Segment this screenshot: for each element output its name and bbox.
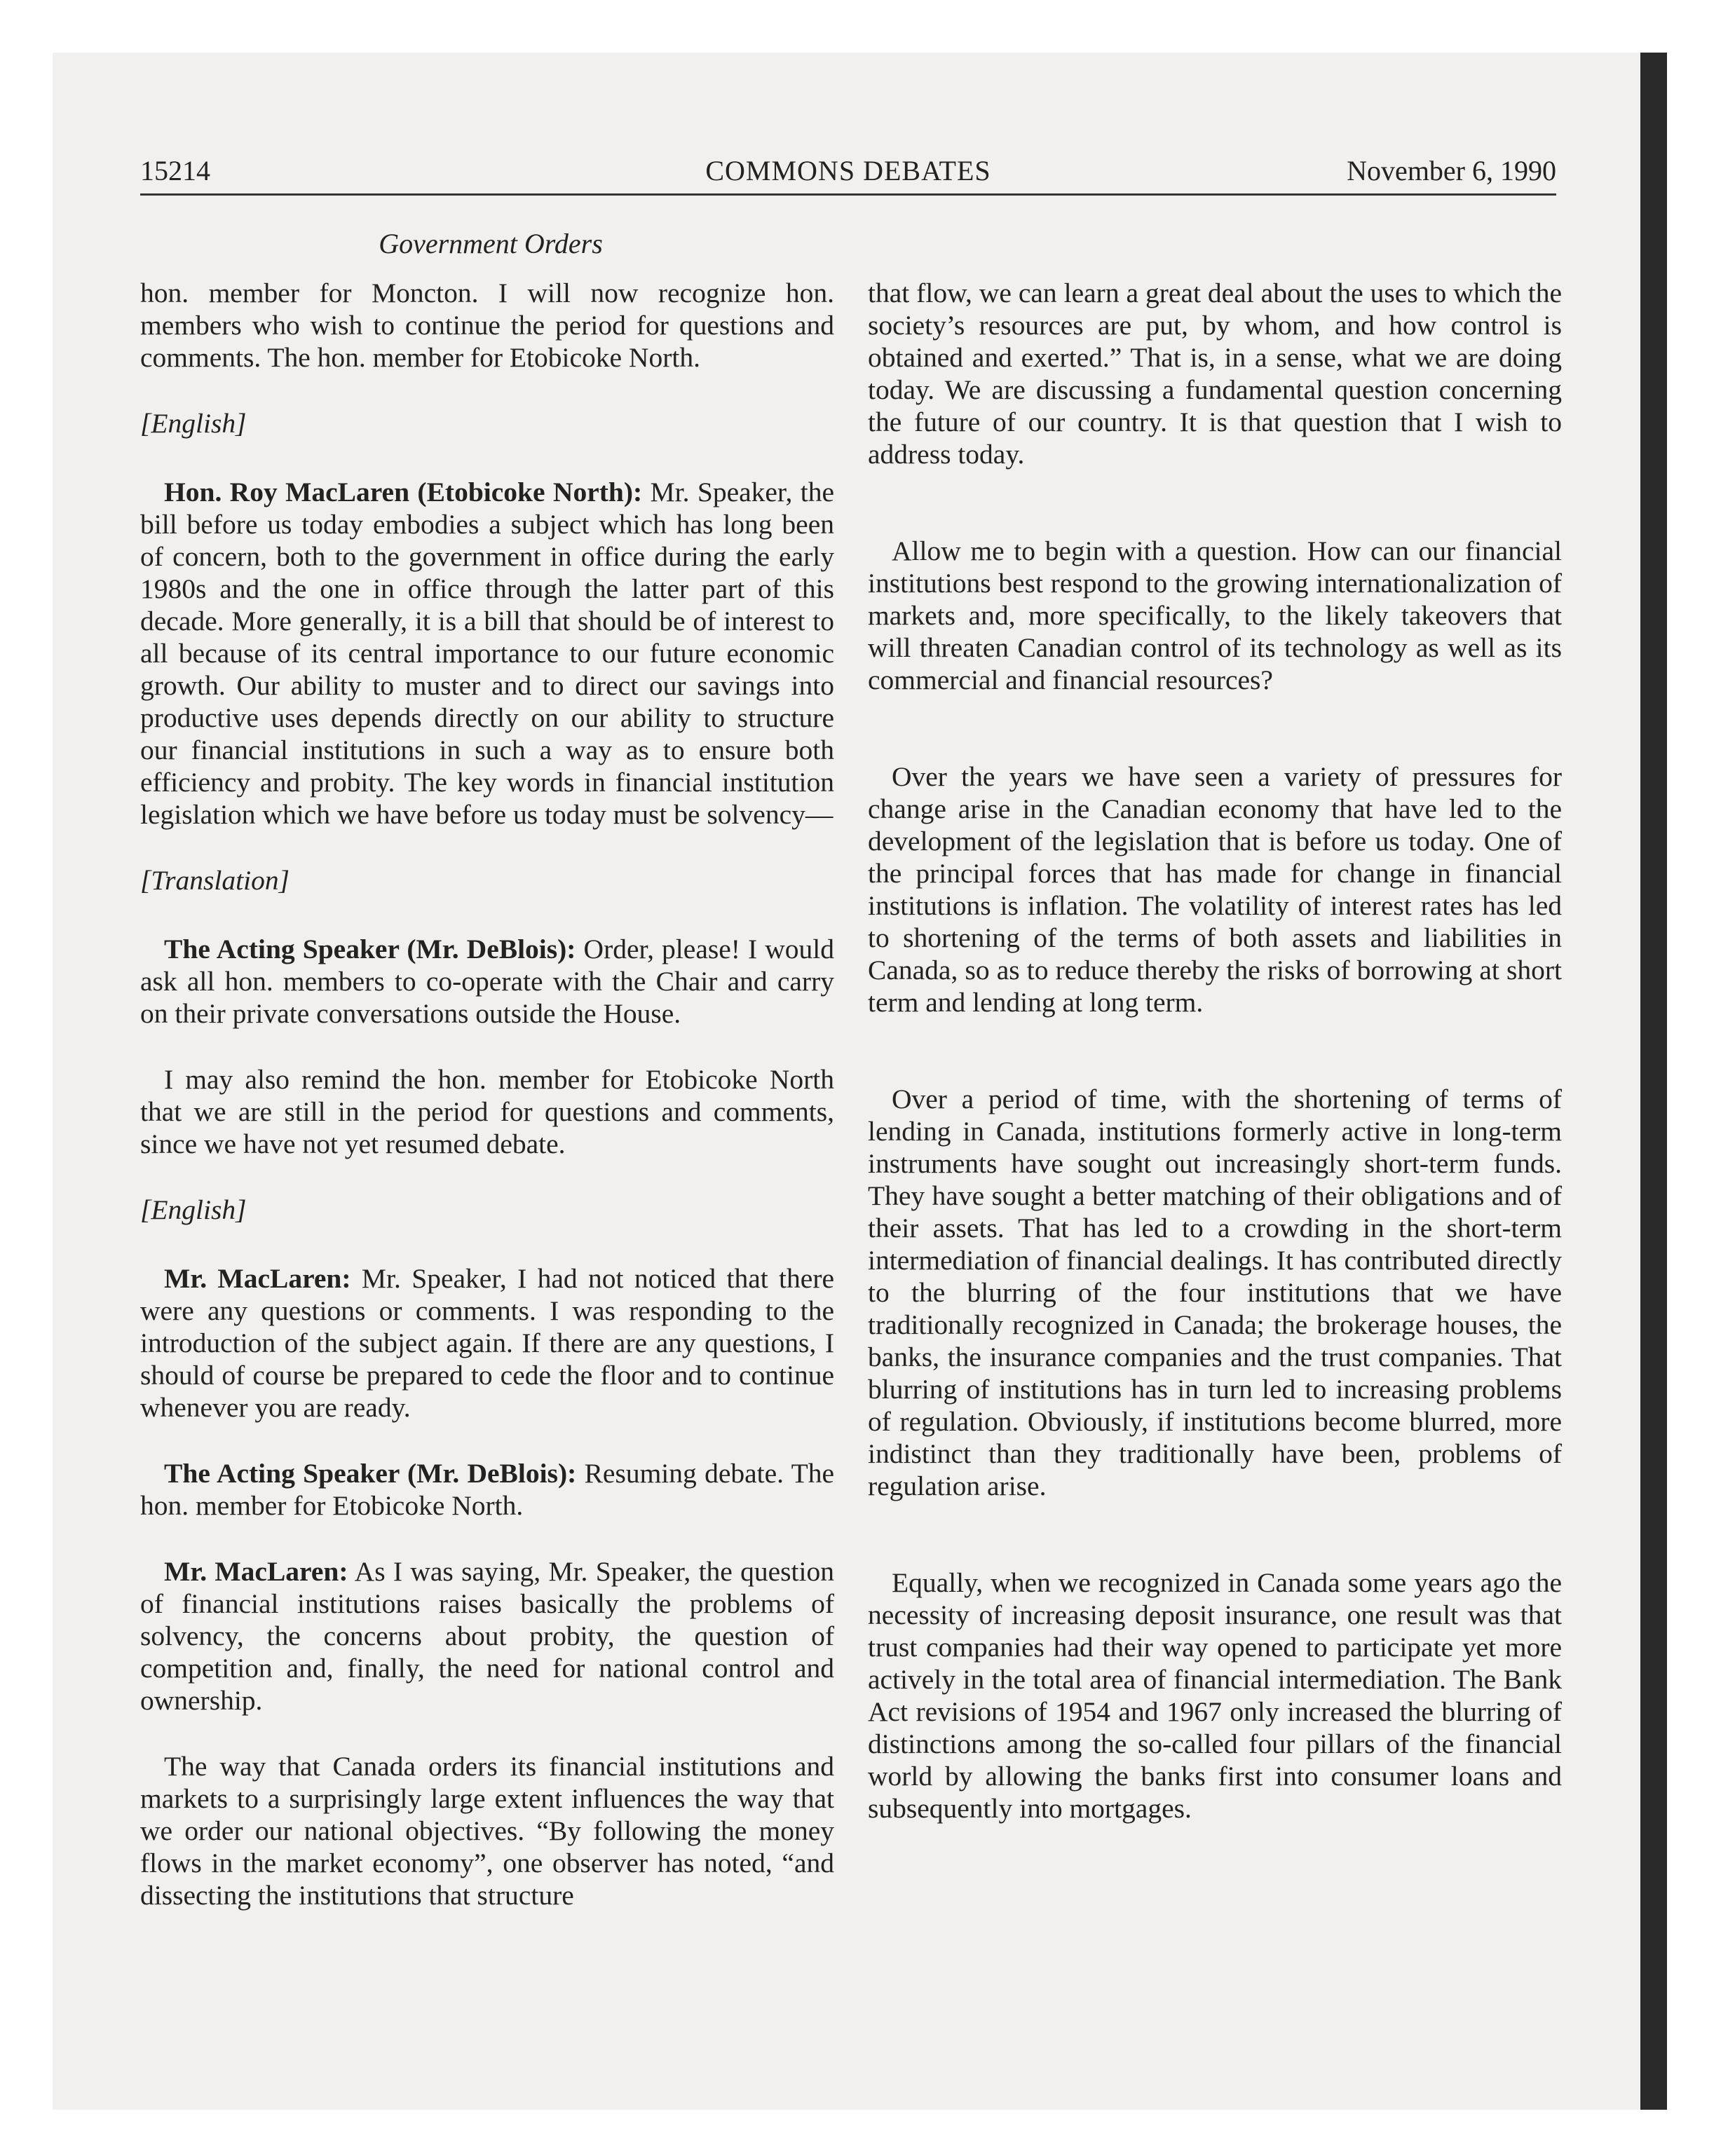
speaker-name: Mr. MacLaren: (164, 1556, 348, 1587)
language-tag: [English] (140, 408, 247, 439)
speech-text: Mr. Speaker, the bill before us today embodies a subject which has long been of concern, both to the government in office during the early 1980s and the one in office through the latter part of this decade. More generally, it is a bill that should be of interest to all because of its central importance to our future economic growth. Our ability to muster and to direct our savings into productive uses depends directly on our ability to structure our financial institutions in such a way as to ensure both efficiency and probity. The key words in financial institution legislation which we have before us today must be solvency— (140, 477, 834, 830)
paragraph (140, 1457, 834, 1522)
paragraph: Over a period of time, with the shortening of terms of lending in Canada, institutions formerly active in long-term instruments have sought out increasingly short-term funds. They have sought a better matching of their obligations and of their assets. That has led to a crowding in the short-term intermediation of financial dealings. It has contributed directly to the blurring of the four institutions that we have traditionally recognized in Canada; the brokerage houses, the banks, the insurance companies and the trust companies. That blurring of institutions has in turn led to increasing problems of regulation. Obviously, if institutions become blurred, more indistinct than they traditionally have been, problems of regulation arise. (868, 1084, 1562, 1501)
scan-edge-bar (1640, 53, 1667, 2110)
right-column (868, 277, 1562, 1858)
paragraph: I may also remind the hon. member for Etobicoke North that we are still in the period for questions and comments, since we have not yet resumed debate. (140, 1064, 834, 1159)
publication-date: November 6, 1990 (1347, 155, 1556, 186)
speech-text: Resuming debate. The hon. member for Etobicoke North. (140, 1458, 834, 1521)
section-title: Government Orders (379, 228, 603, 259)
paragraph: that flow, we can learn a great deal about the uses to which the society’s resources are put, by whom, and how control is obtained and exerted.” That is, in a sense, what we are doing today. We are discussing a fundamental question concerning the future of our country. It is that question that I wish to address today. (868, 278, 1562, 470)
paragraph: Allow me to begin with a question. How can our financial institutions best respond to the growing internationalization of markets and, more specifically, to the likely takeovers that will threaten Canadian control of its technology as well as its commercial and financial resources? (868, 535, 1562, 695)
paragraph (140, 933, 834, 1030)
publication-title: COMMONS DEBATES (705, 155, 991, 186)
header-rule (140, 193, 1556, 196)
paragraph (140, 1555, 834, 1717)
language-tag: [English] (140, 1194, 247, 1225)
page-header (140, 153, 1556, 195)
speech-text: Order, please! I would ask all hon. members to co-operate with the Chair and carry on their private conversations outside the House. (140, 934, 834, 1029)
paragraph: hon. member for Moncton. I will now recognize hon. members who wish to continue the period for questions and comments. The hon. member for Etobicoke North. (140, 278, 834, 373)
paragraph (140, 1262, 834, 1424)
left-column (140, 277, 834, 1945)
paragraph (140, 476, 834, 831)
language-tag: [Translation] (140, 865, 290, 896)
paragraph: Equally, when we recognized in Canada some years ago the necessity of increasing deposit insurance, one result was that trust companies had their way opened to participate yet more actively in the total area of financial intermediation. The Bank Act revisions of 1954 and 1967 only increased the blurring of distinctions among the so-called four pillars of the financial world by allowing the banks first into consumer loans and subsequently into mortgages. (868, 1567, 1562, 1824)
page-number: 15214 (140, 155, 210, 186)
paragraph: The way that Canada orders its financial institutions and markets to a surprisingly large extent influences the way that we order our national objectives. “By following the money flows in the market economy”, one observer has noted, “and dissecting the institutions that structure (140, 1751, 834, 1911)
paragraph: Over the years we have seen a variety of pressures for change arise in the Canadian economy that have led to the development of the legislation that is before us today. One of the principal forces that has made for change in financial institutions is inflation. The volatility of interest rates has led to shortening of the terms of both assets and liabilities in Canada, so as to reduce thereby the risks of borrowing at short term and lending at long term. (868, 761, 1562, 1018)
speaker-name: The Acting Speaker (Mr. DeBlois): (164, 1458, 577, 1489)
speech-text: As I was saying, Mr. Speaker, the question of financial institutions raises basically the problems of solvency, the concerns about probity, the question of competition and, finally, the need for national control and ownership. (140, 1556, 834, 1716)
speaker-name: Hon. Roy MacLaren (Etobicoke North): (164, 477, 643, 507)
speaker-name: The Acting Speaker (Mr. DeBlois): (164, 934, 576, 964)
speaker-name: Mr. MacLaren: (164, 1263, 351, 1294)
speech-text: Mr. Speaker, I had not noticed that there were any questions or comments. I was responding to the introduction of the subject again. If there are any questions, I should of course be prepared to cede the floor and to continue whenever you are ready. (140, 1263, 835, 1423)
